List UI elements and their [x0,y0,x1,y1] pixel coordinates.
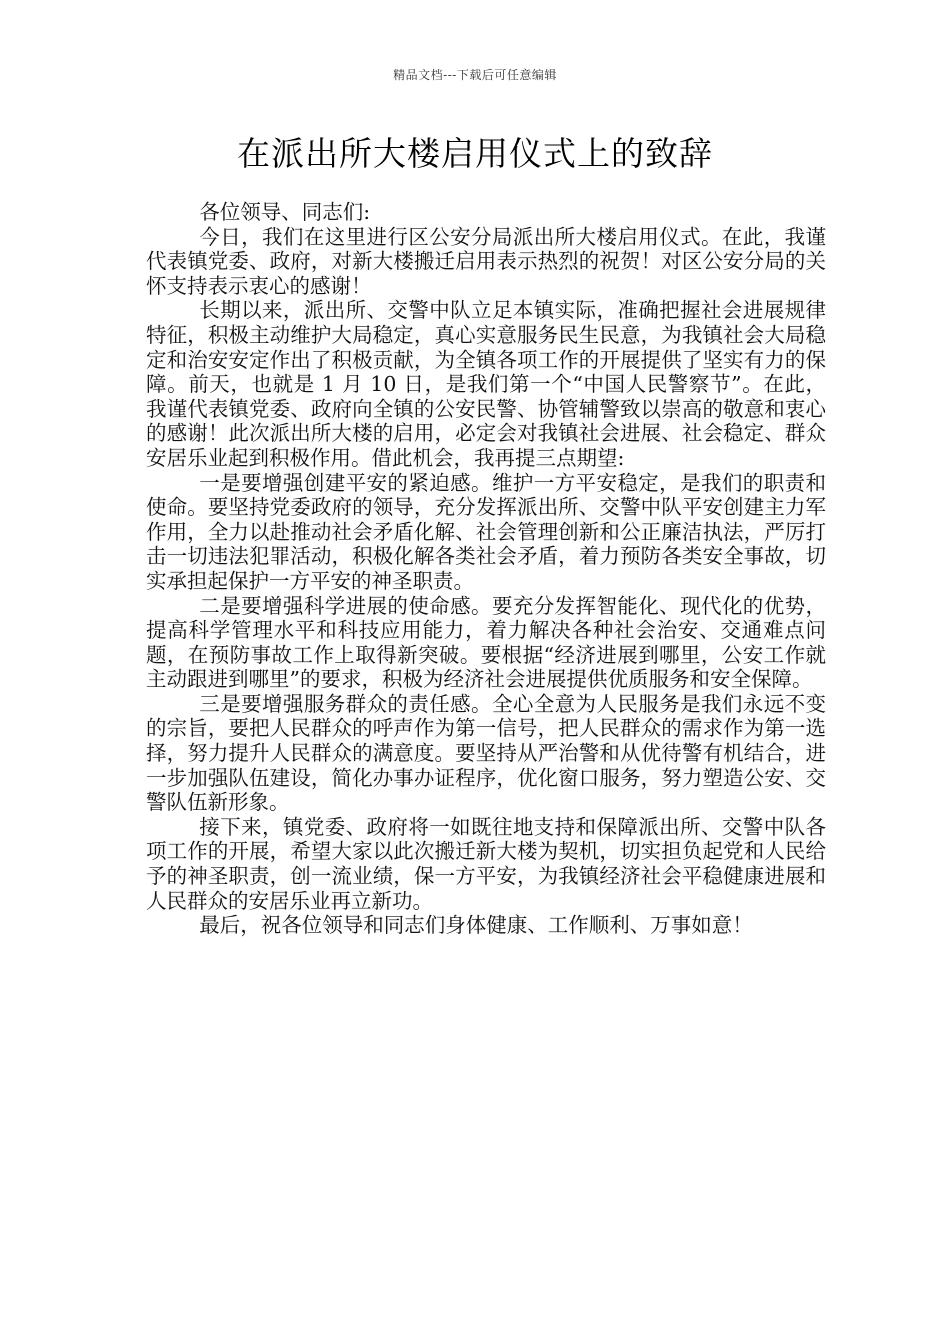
closing-paragraph: 最后，祝各位领导和同志们身体健康、工作顺利、万事如意！ [199,913,753,938]
body-paragraph: 接下来，镇党委、政府将一如既往地支持和保障派出所、交警中队各项工作的开展，希望大家以此次搬迁新大楼为契机，切实担负起党和人民给予的神圣职责，创一流业绩，保一方平安，为我镇经济社会平稳健康进展和人民群众的安居乐业再立新功。 [146,814,826,913]
body-paragraph: 长期以来，派出所、交警中队立足本镇实际，准确把握社会进展规律特征，积极主动维护大局稳定，真心实意服务民生民意，为我镇社会大局稳定和治安安定作出了积极贡献，为全镇各项工作的开展提供了坚实有力的保障。前天，也就是 1 月 10 日，是我们第一个“中国人民警察节”。在此，我谨代表镇党委、政府向全镇的公安民警、协管辅警致以崇高的敬意和衷心的感谢！此次派出所大楼的启用，必定会对我镇社会进展、社会稳定、群众安居乐业起到积极作用。借此机会，我再提三点期望: [146,298,826,470]
salutation-paragraph: 各位领导、同志们: [199,200,371,224]
body-paragraph: 一是要增强创建平安的紧迫感。维护一方平安稳定，是我们的职责和使命。要坚持党委政府的领导，充分发挥派出所、交警中队平安创建主力军作用，全力以赴推动社会矛盾化解、社会管理创新和公正廉洁执法，严厉打击一切违法犯罪活动，积极化解各类社会矛盾，着力预防各类安全事故，切实承担起保护一方平安的神圣职责。 [146,470,826,593]
document-header-note: 精品文档---下载后可任意编辑 [393,68,557,82]
body-paragraph: 三是要增强服务群众的责任感。全心全意为人民服务是我们永远不变的宗旨，要把人民群众的呼声作为第一信号，把人民群众的需求作为第一选择，努力提升人民群众的满意度。要坚持从严治警和从优待警有机结合，进一步加强队伍建设，简化办事办证程序，优化窗口服务，努力塑造公安、交警队伍新形象。 [146,691,826,815]
document-body [146,200,826,938]
document-title: 在派出所大楼启用仪式上的致辞 [237,134,713,173]
body-paragraph: 二是要增强科学进展的使命感。要充分发挥智能化、现代化的优势，提高科学管理水平和科技应用能力，着力解决各种社会治安、交通难点问题，在预防事故工作上取得新突破。要根据“经济进展到哪里，公安工作就主动跟进到哪里”的要求，积极为经济社会进展提供优质服务和安全保障。 [146,593,826,692]
body-paragraph: 今日，我们在这里进行区公安分局派出所大楼启用仪式。在此，我谨代表镇党委、政府，对新大楼搬迁启用表示热烈的祝贺！对区公安分局的关怀支持表示衷心的感谢！ [146,224,826,298]
